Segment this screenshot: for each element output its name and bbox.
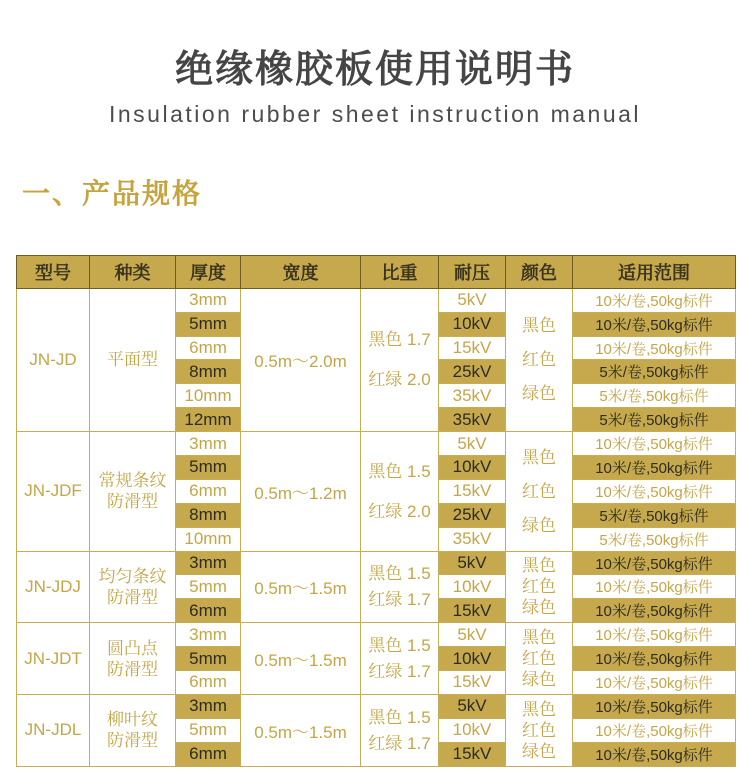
type-cell — [90, 623, 176, 695]
width-cell: 0.5m～1.2m — [241, 432, 361, 551]
color-cell-line: 黑色 — [522, 628, 556, 648]
range-cell: 10米/卷,50kg标件 — [573, 742, 736, 766]
range-cell: 10米/卷,50kg标件 — [573, 694, 736, 718]
type-cell-line: 柳叶纹 — [107, 710, 158, 730]
thickness-cell: 3mm — [176, 623, 241, 647]
color-cell-line: 绿色 — [522, 741, 556, 761]
range-cell: 10米/卷,50kg标件 — [573, 456, 736, 480]
thickness-cell: 6mm — [176, 336, 241, 360]
width-cell: 0.5m～1.5m — [241, 694, 361, 766]
voltage-cell: 5kV — [439, 694, 506, 718]
thickness-cell: 3mm — [176, 694, 241, 718]
gravity-cell — [361, 432, 439, 551]
thickness-cell: 5mm — [176, 456, 241, 480]
column-header-7: 颜色 — [506, 255, 573, 288]
type-cell — [90, 432, 176, 551]
voltage-cell: 5kV — [439, 288, 506, 312]
table-row — [17, 623, 736, 647]
range-cell: 10米/卷,50kg标件 — [573, 479, 736, 503]
range-cell: 10米/卷,50kg标件 — [573, 671, 736, 695]
gravity-cell — [361, 623, 439, 695]
gravity-cell-line: 红绿 2.0 — [368, 501, 431, 521]
type-cell-line: 平面型 — [107, 350, 158, 370]
color-cell-line: 红色 — [522, 481, 556, 501]
voltage-cell: 5kV — [439, 551, 506, 575]
color-cell — [506, 694, 573, 766]
color-cell-line: 绿色 — [522, 670, 556, 690]
gravity-cell-line: 红绿 1.7 — [368, 590, 431, 610]
thickness-cell: 8mm — [176, 360, 241, 384]
gravity-cell — [361, 288, 439, 431]
thickness-cell: 5mm — [176, 575, 241, 599]
voltage-cell: 10kV — [439, 312, 506, 336]
gravity-cell-line: 红绿 1.7 — [368, 662, 431, 682]
thickness-cell: 3mm — [176, 432, 241, 456]
range-cell: 10米/卷,50kg标件 — [573, 551, 736, 575]
thickness-cell: 5mm — [176, 718, 241, 742]
voltage-cell: 35kV — [439, 408, 506, 432]
color-cell — [506, 551, 573, 623]
voltage-cell: 15kV — [439, 336, 506, 360]
thickness-cell: 10mm — [176, 527, 241, 551]
type-cell-line: 防滑型 — [107, 587, 158, 607]
column-header-6: 耐压 — [439, 255, 506, 288]
gravity-cell-line: 黑色 1.5 — [368, 461, 431, 481]
color-cell-line: 黑色 — [522, 699, 556, 719]
gravity-cell-line: 黑色 1.7 — [368, 330, 431, 350]
thickness-cell: 6mm — [176, 479, 241, 503]
section-heading: 一、产品规格 — [22, 177, 203, 209]
voltage-cell: 15kV — [439, 479, 506, 503]
color-cell-line: 黑色 — [522, 316, 556, 336]
type-cell-line: 防滑型 — [107, 659, 158, 679]
gravity-cell-line: 红绿 2.0 — [368, 370, 431, 390]
type-cell-line: 均匀条纹 — [98, 566, 167, 586]
color-cell-line: 绿色 — [522, 384, 556, 404]
thickness-cell: 6mm — [176, 742, 241, 766]
type-cell-line: 圆凸点 — [107, 638, 158, 658]
color-cell-line: 绿色 — [522, 515, 556, 535]
voltage-cell: 35kV — [439, 384, 506, 408]
range-cell: 10米/卷,50kg标件 — [573, 623, 736, 647]
thickness-cell: 3mm — [176, 288, 241, 312]
thickness-cell: 6mm — [176, 671, 241, 695]
voltage-cell: 10kV — [439, 718, 506, 742]
gravity-cell — [361, 694, 439, 766]
model-cell: JN-JDF — [17, 432, 90, 551]
color-cell — [506, 623, 573, 695]
type-cell-line: 常规条纹 — [98, 471, 167, 491]
range-cell: 10米/卷,50kg标件 — [573, 599, 736, 623]
model-cell: JN-JD — [17, 288, 90, 431]
thickness-cell: 5mm — [176, 647, 241, 671]
range-cell: 10米/卷,50kg标件 — [573, 575, 736, 599]
range-cell: 5米/卷,50kg标件 — [573, 408, 736, 432]
model-cell: JN-JDJ — [17, 551, 90, 623]
color-cell — [506, 432, 573, 551]
product-spec-table — [16, 255, 736, 767]
color-cell-line: 红色 — [522, 350, 556, 370]
color-cell-line: 红色 — [522, 649, 556, 669]
thickness-cell: 12mm — [176, 408, 241, 432]
voltage-cell: 10kV — [439, 647, 506, 671]
thickness-cell: 3mm — [176, 551, 241, 575]
range-cell: 5米/卷,50kg标件 — [573, 360, 736, 384]
model-cell: JN-JDT — [17, 623, 90, 695]
gravity-cell — [361, 551, 439, 623]
gravity-cell-line: 黑色 1.5 — [368, 707, 431, 727]
column-header-2: 种类 — [90, 255, 176, 288]
range-cell: 5米/卷,50kg标件 — [573, 527, 736, 551]
range-cell: 10米/卷,50kg标件 — [573, 312, 736, 336]
color-cell-line: 绿色 — [522, 598, 556, 618]
voltage-cell: 5kV — [439, 623, 506, 647]
range-cell: 10米/卷,50kg标件 — [573, 288, 736, 312]
voltage-cell: 35kV — [439, 527, 506, 551]
color-cell — [506, 288, 573, 431]
column-header-1: 型号 — [17, 255, 90, 288]
thickness-cell: 6mm — [176, 599, 241, 623]
color-cell-line: 黑色 — [522, 447, 556, 467]
type-cell — [90, 694, 176, 766]
range-cell: 10米/卷,50kg标件 — [573, 432, 736, 456]
page-title: 绝缘橡胶板使用说明书 — [174, 49, 575, 91]
color-cell-line: 黑色 — [522, 556, 556, 576]
page-subtitle: Insulation rubber sheet instruction manual — [108, 100, 642, 127]
table-header-row — [17, 255, 736, 288]
voltage-cell: 15kV — [439, 599, 506, 623]
gravity-cell-line: 黑色 1.5 — [368, 564, 431, 584]
table-row — [17, 432, 736, 456]
model-cell: JN-JDL — [17, 694, 90, 766]
voltage-cell: 25kV — [439, 503, 506, 527]
range-cell: 5米/卷,50kg标件 — [573, 384, 736, 408]
voltage-cell: 25kV — [439, 360, 506, 384]
range-cell: 10米/卷,50kg标件 — [573, 718, 736, 742]
thickness-cell: 8mm — [176, 503, 241, 527]
range-cell: 5米/卷,50kg标件 — [573, 503, 736, 527]
width-cell: 0.5m～2.0m — [241, 288, 361, 431]
range-cell: 10米/卷,50kg标件 — [573, 647, 736, 671]
type-cell-line: 防滑型 — [107, 731, 158, 751]
voltage-cell: 15kV — [439, 742, 506, 766]
gravity-cell-line: 红绿 1.7 — [368, 733, 431, 753]
table-row — [17, 551, 736, 575]
voltage-cell: 5kV — [439, 432, 506, 456]
column-header-4: 宽度 — [241, 255, 361, 288]
thickness-cell: 10mm — [176, 384, 241, 408]
type-cell-line: 防滑型 — [107, 492, 158, 512]
voltage-cell: 15kV — [439, 671, 506, 695]
table-row — [17, 288, 736, 312]
voltage-cell: 10kV — [439, 456, 506, 480]
range-cell: 10米/卷,50kg标件 — [573, 336, 736, 360]
column-header-3: 厚度 — [176, 255, 241, 288]
thickness-cell: 5mm — [176, 312, 241, 336]
table-row — [17, 694, 736, 718]
voltage-cell: 10kV — [439, 575, 506, 599]
gravity-cell-line: 黑色 1.5 — [368, 636, 431, 656]
column-header-5: 比重 — [361, 255, 439, 288]
width-cell: 0.5m～1.5m — [241, 551, 361, 623]
type-cell — [90, 288, 176, 431]
type-cell — [90, 551, 176, 623]
title-block — [0, 0, 750, 128]
color-cell-line: 红色 — [522, 720, 556, 740]
column-header-8: 适用范围 — [573, 255, 736, 288]
width-cell: 0.5m～1.5m — [241, 623, 361, 695]
color-cell-line: 红色 — [522, 577, 556, 597]
